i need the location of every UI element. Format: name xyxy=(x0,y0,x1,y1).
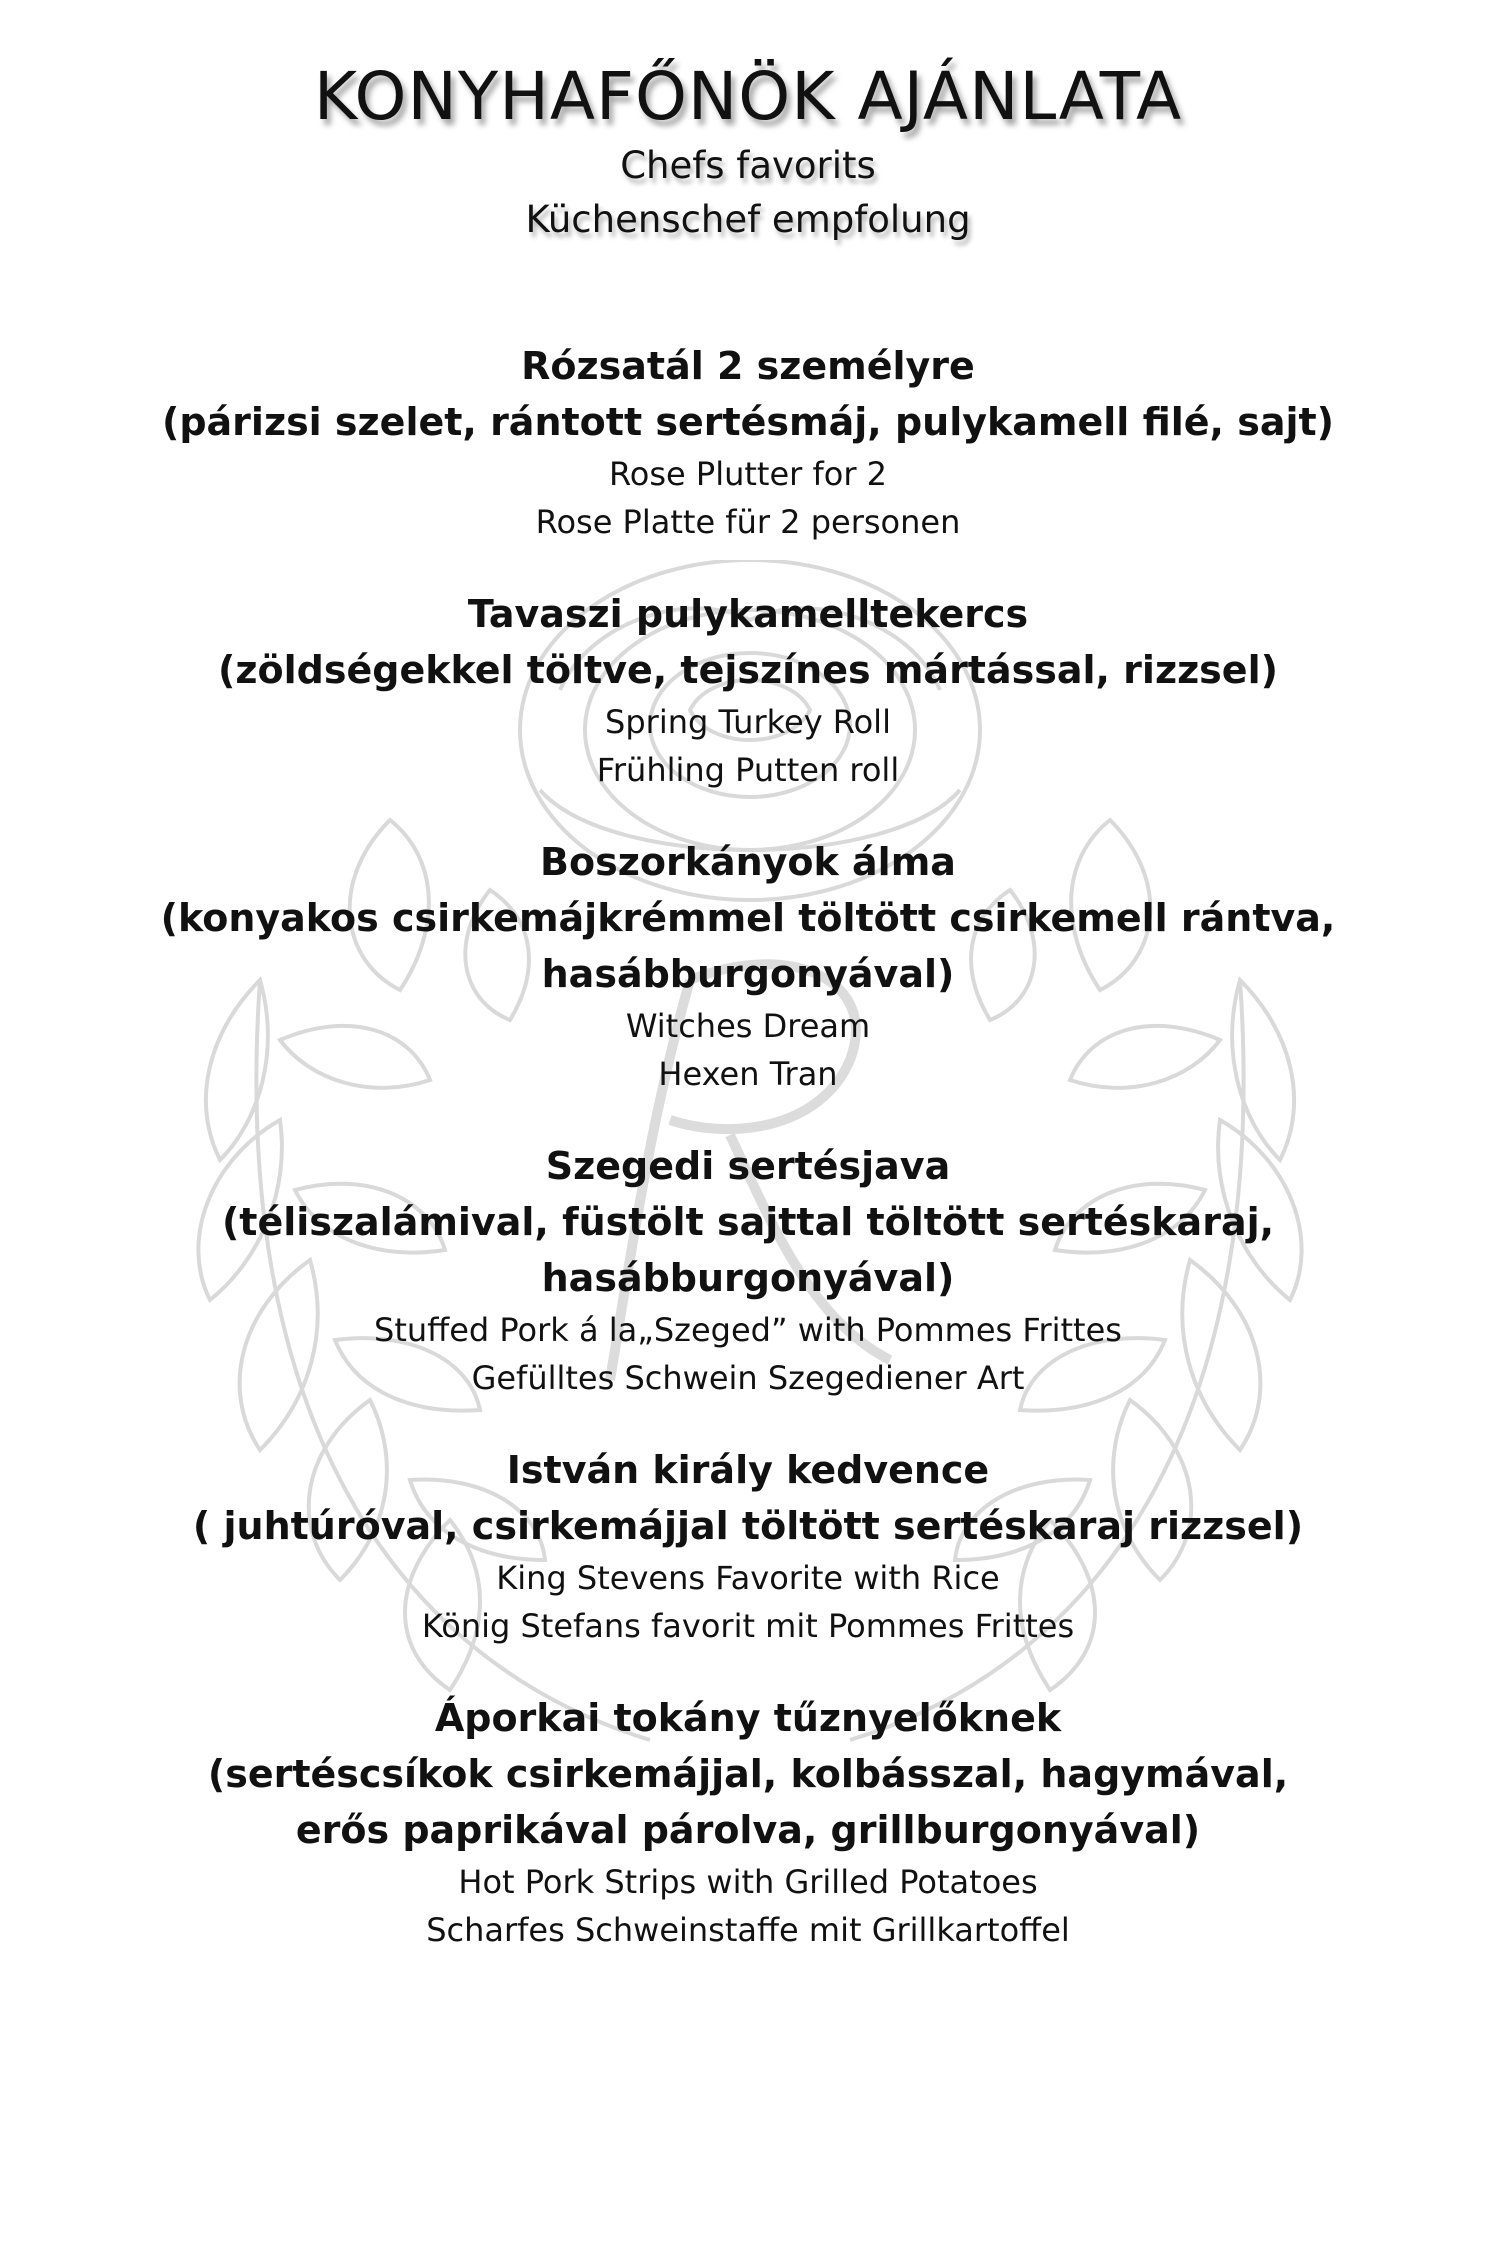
dish-description: (zöldségekkel töltve, tejszínes mártással, rizzsel) xyxy=(218,648,1278,692)
dish-item xyxy=(0,1138,1496,1402)
dish-german: Frühling Putten roll xyxy=(596,751,900,789)
dish-german: Rose Platte für 2 personen xyxy=(535,503,961,541)
dish-german: Hexen Tran xyxy=(658,1055,838,1093)
dish-list xyxy=(0,338,1496,1994)
dish-item xyxy=(0,1442,1496,1650)
dish-description: (téliszalámival, füstölt sajttal töltött sertéskaraj, xyxy=(221,1200,1275,1244)
dish-name: István király kedvence xyxy=(506,1448,990,1492)
dish-german: König Stefans favorit mit Pommes Frittes xyxy=(421,1607,1075,1645)
dish-description: (konyakos csirkemájkrémmel töltött csirkemell rántva, xyxy=(160,896,1336,940)
dish-item xyxy=(0,338,1496,546)
dish-item xyxy=(0,1690,1496,1954)
dish-name: Rózsatál 2 személyre xyxy=(521,344,975,388)
dish-description: (párizsi szelet, rántott sertésmáj, pulykamell filé, sajt) xyxy=(161,400,1335,444)
dish-description-continued: erős paprikával párolva, grillburgonyával) xyxy=(295,1808,1201,1852)
subtitle-german: Küchenschef empfolung xyxy=(525,198,971,241)
dish-english: Witches Dream xyxy=(625,1007,871,1045)
dish-english: Stuffed Pork á la„Szeged” with Pommes Frittes xyxy=(374,1311,1122,1349)
dish-name: Boszorkányok álma xyxy=(540,840,956,884)
dish-description: (sertéscsíkok csirkemájjal, kolbásszal, hagymával, xyxy=(207,1752,1289,1796)
menu-header xyxy=(0,55,1496,247)
dish-description: ( juhtúróval, csirkemájjal töltött sertéskaraj rizzsel) xyxy=(192,1504,1304,1548)
dish-german: Scharfes Schweinstaffe mit Grillkartoffel xyxy=(426,1911,1070,1949)
subtitle-english: Chefs favorits xyxy=(620,144,876,187)
dish-description-continued: hasábburgonyával) xyxy=(541,952,955,996)
dish-english: Spring Turkey Roll xyxy=(605,703,891,741)
dish-german: Gefülltes Schwein Szegediener Art xyxy=(471,1359,1025,1397)
page-title: KONYHAFŐNÖK AJÁNLATA xyxy=(313,58,1183,135)
dish-name: Áporkai tokány tűznyelőknek xyxy=(434,1696,1062,1740)
dish-english: Rose Plutter for 2 xyxy=(608,455,887,493)
dish-item xyxy=(0,834,1496,1098)
dish-english: Hot Pork Strips with Grilled Potatoes xyxy=(458,1863,1038,1901)
dish-name: Szegedi sertésjava xyxy=(545,1144,951,1188)
dish-name: Tavaszi pulykamelltekercs xyxy=(467,592,1029,636)
dish-english: King Stevens Favorite with Rice xyxy=(496,1559,1000,1597)
dish-item xyxy=(0,586,1496,794)
dish-description-continued: hasábburgonyával) xyxy=(541,1256,955,1300)
